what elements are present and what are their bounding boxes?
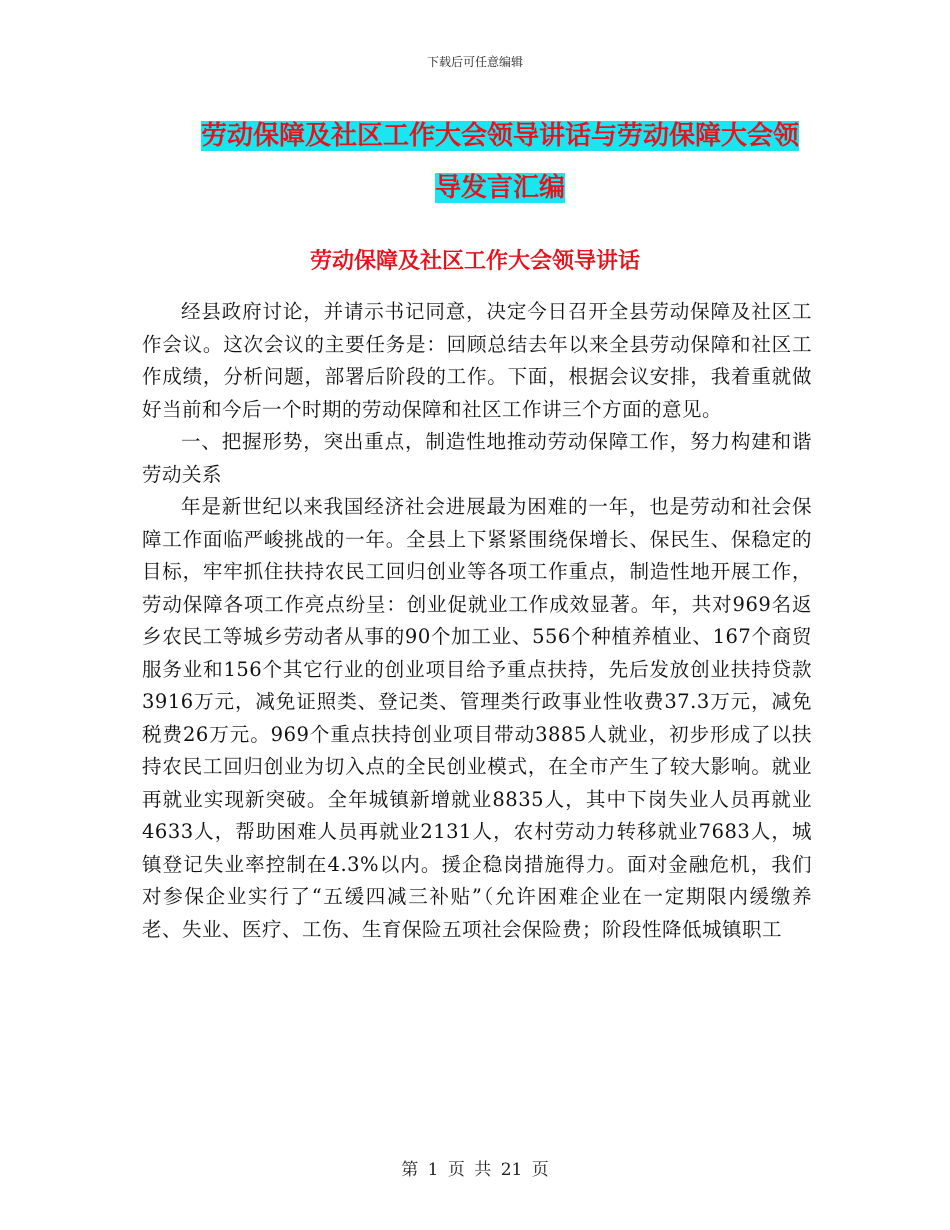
page-label-prefix: 第 (401, 1160, 419, 1180)
total-pages: 21 (500, 1160, 523, 1180)
current-page-number: 1 (427, 1160, 439, 1180)
paragraph: 年是新世纪以来我国经济社会进展最为困难的一年，也是劳动和社会保障工作面临严峻挑战的一年。全县上下紧紧围绕保增长、保民生、保稳定的目标，牢牢抓住扶持农民工回归创业等各项工作重点，制造性地开展工作，劳动保障各项工作亮点纷呈：创业促就业工作成效显著。年，共对969名返乡农民工等城乡劳动者从事的90个加工业、556个种植养植业、167个商贸服务业和156个其它行业的创业项目给予重点扶持，先后发放创业扶持贷款3916万元，减免证照类、登记类、管理类行政事业性收费37.3万元，减免税费26万元。969个重点扶持创业项目带动3885人就业，初步形成了以扶持农民工回归创业为切入点的全民创业模式，在全市产生了较大影响。就业再就业实现新突破。全年城镇新增就业8835人，其中下岗失业人员再就业4633人，帮助困难人员再就业2131人，农村劳动力转移就业7683人，城镇登记失业率控制在4.3%以内。援企稳岗措施得力。面对金融危机，我们对参保企业实行了“五缓四减三补贴”（允许困难企业在一定期限内缓缴养老、失业、医疗、工伤、生育保险五项社会保险费；阶段性降低城镇职工 (142, 495, 812, 941)
header-note: 下载后可任意编辑 (426, 55, 523, 69)
paragraph: 一、把握形势，突出重点，制造性地推动劳动保障工作，努力构建和谐劳动关系 (142, 430, 812, 486)
document-title-line-2: 导发言汇编 (434, 173, 565, 203)
paragraph: 经县政府讨论，并请示书记同意，决定今日召开全县劳动保障及社区工作会议。这次会议的主要任务是：回顾总结去年以来全县劳动保障和社区工作成绩，分析问题，部署后阶段的工作。下面，根据会议安排，我着重就做好当前和今后一个时期的劳动保障和社区工作讲三个方面的意见。 (142, 300, 812, 421)
page-label-mid: 页 共 (447, 1160, 492, 1180)
section-title: 劳动保障及社区工作大会领导讲话 (309, 248, 640, 274)
body-text (142, 296, 812, 946)
page-label-suffix: 页 (531, 1160, 549, 1180)
document-title (140, 110, 860, 214)
page-footer (0, 1155, 950, 1180)
document-title-line-1: 劳动保障及社区工作大会领导讲话与劳动保障大会领 (200, 121, 799, 151)
